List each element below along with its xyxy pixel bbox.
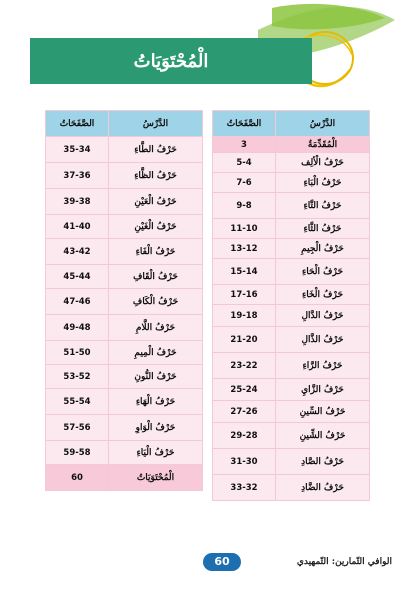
lesson-cell: حَرْفُ الرَّاءِ xyxy=(276,353,370,379)
table-row xyxy=(213,285,370,305)
pages-cell: 45-44 xyxy=(46,265,109,289)
lesson-cell: حَرْفُ اللَّامِ xyxy=(109,315,203,341)
lesson-cell: حَرْفُ التَّاءِ xyxy=(276,193,370,219)
table-row xyxy=(46,365,203,389)
lesson-column-header: الدَّرْسُ xyxy=(276,111,370,137)
book-title: الوافي التّمارين: التّمهيدي xyxy=(296,557,392,567)
pages-cell: 29-28 xyxy=(213,423,276,449)
pages-cell: 5-4 xyxy=(213,153,276,173)
lesson-cell: حَرْفُ الْعَيْنِ xyxy=(109,189,203,215)
pages-column-header: الصَّفَحَاتُ xyxy=(213,111,276,137)
table-row xyxy=(213,137,370,153)
pages-cell: 37-36 xyxy=(46,163,109,189)
lesson-cell: حَرْفُ الْألِف xyxy=(276,153,370,173)
table-row xyxy=(213,353,370,379)
pages-cell: 11-10 xyxy=(213,219,276,239)
lesson-cell: حَرْفُ السِّينِ xyxy=(276,401,370,423)
lesson-cell: حَرْفُ الْهَاءِ xyxy=(109,389,203,415)
lesson-cell: الْمُحْتَوَيَاتُ xyxy=(109,465,203,491)
table-row xyxy=(46,137,203,163)
pages-cell: 27-26 xyxy=(213,401,276,423)
lesson-cell: حَرْفُ الظَّاءِ xyxy=(109,163,203,189)
lesson-cell: حَرْفُ الْكَافِ xyxy=(109,289,203,315)
table-row xyxy=(213,239,370,259)
pages-cell: 35-34 xyxy=(46,137,109,163)
table-row xyxy=(213,327,370,353)
table-row xyxy=(46,465,203,491)
table-row xyxy=(213,475,370,501)
lesson-column-header: الدَّرْسُ xyxy=(109,111,203,137)
pages-cell: 31-30 xyxy=(213,449,276,475)
lesson-cell: حَرْفُ الْبَاءِ xyxy=(276,173,370,193)
lesson-cell: حَرْفُ الْفَاءِ xyxy=(109,239,203,265)
pages-cell: 43-42 xyxy=(46,239,109,265)
lesson-cell: حَرْفُ الْمِيمِ xyxy=(109,341,203,365)
lesson-cell: حَرْفُ الْخَاءِ xyxy=(276,285,370,305)
pages-cell: 59-58 xyxy=(46,441,109,465)
table-row xyxy=(213,173,370,193)
pages-cell: 3 xyxy=(213,137,276,153)
pages-cell: 19-18 xyxy=(213,305,276,327)
table-row xyxy=(213,219,370,239)
page-number-badge: 60 xyxy=(203,553,241,571)
pages-cell: 9-8 xyxy=(213,193,276,219)
pages-cell: 15-14 xyxy=(213,259,276,285)
pages-cell: 51-50 xyxy=(46,341,109,365)
pages-cell: 21-20 xyxy=(213,327,276,353)
table-row xyxy=(46,189,203,215)
pages-cell: 47-46 xyxy=(46,289,109,315)
lesson-cell: حَرْفُ الْيَاءِ xyxy=(109,441,203,465)
pages-cell: 13-12 xyxy=(213,239,276,259)
table-row xyxy=(213,153,370,173)
table-row xyxy=(213,401,370,423)
lesson-cell: حَرْفُ الْجِيمِ xyxy=(276,239,370,259)
lesson-cell: حَرْفُ النُّونِ xyxy=(109,365,203,389)
pages-cell: 53-52 xyxy=(46,365,109,389)
lesson-cell: حَرْفُ الثَّاءِ xyxy=(276,219,370,239)
pages-cell: 33-32 xyxy=(213,475,276,501)
pages-cell: 41-40 xyxy=(46,215,109,239)
lesson-cell: حَرْفُ الزَّايِ xyxy=(276,379,370,401)
contents-banner xyxy=(30,38,312,84)
table-row xyxy=(213,259,370,285)
table-row xyxy=(213,305,370,327)
lesson-cell: حَرْفُ الضَّادِ xyxy=(276,475,370,501)
table-row xyxy=(46,441,203,465)
lesson-cell: حَرْفُ الْوَاوِ xyxy=(109,415,203,441)
table-row xyxy=(46,265,203,289)
pages-cell: 60 xyxy=(46,465,109,491)
contents-table-left xyxy=(45,110,203,491)
table-row xyxy=(213,449,370,475)
table-row xyxy=(46,389,203,415)
pages-column-header: الصَّفَحَاتُ xyxy=(46,111,109,137)
lesson-cell: حَرْفُ الْحَاءِ xyxy=(276,259,370,285)
table-row xyxy=(46,415,203,441)
table-row xyxy=(46,341,203,365)
pages-cell: 49-48 xyxy=(46,315,109,341)
page-title: الْمُحْتَوَيَاتُ xyxy=(133,50,209,72)
pages-cell: 17-16 xyxy=(213,285,276,305)
pages-cell: 25-24 xyxy=(213,379,276,401)
table-row xyxy=(46,239,203,265)
lesson-cell: حَرْفُ الطَّاءِ xyxy=(109,137,203,163)
pages-cell: 57-56 xyxy=(46,415,109,441)
table-row xyxy=(213,193,370,219)
table-row xyxy=(213,423,370,449)
lesson-cell: حَرْفُ الْغَيْنِ xyxy=(109,215,203,239)
pages-cell: 39-38 xyxy=(46,189,109,215)
pages-cell: 7-6 xyxy=(213,173,276,193)
lesson-cell: حَرْفُ الْقَافِ xyxy=(109,265,203,289)
table-row xyxy=(46,215,203,239)
lesson-cell: حَرْفُ الذَّالِ xyxy=(276,327,370,353)
lesson-cell: الْمُقَدِّمَةُ xyxy=(276,137,370,153)
lesson-cell: حَرْفُ الدَّالِ xyxy=(276,305,370,327)
pages-cell: 55-54 xyxy=(46,389,109,415)
lesson-cell: حَرْفُ الصَّادِ xyxy=(276,449,370,475)
table-row xyxy=(46,289,203,315)
lesson-cell: حَرْفُ الشِّينِ xyxy=(276,423,370,449)
table-row xyxy=(46,315,203,341)
table-row xyxy=(46,163,203,189)
table-row xyxy=(213,379,370,401)
pages-cell: 23-22 xyxy=(213,353,276,379)
contents-table-right xyxy=(212,110,370,501)
